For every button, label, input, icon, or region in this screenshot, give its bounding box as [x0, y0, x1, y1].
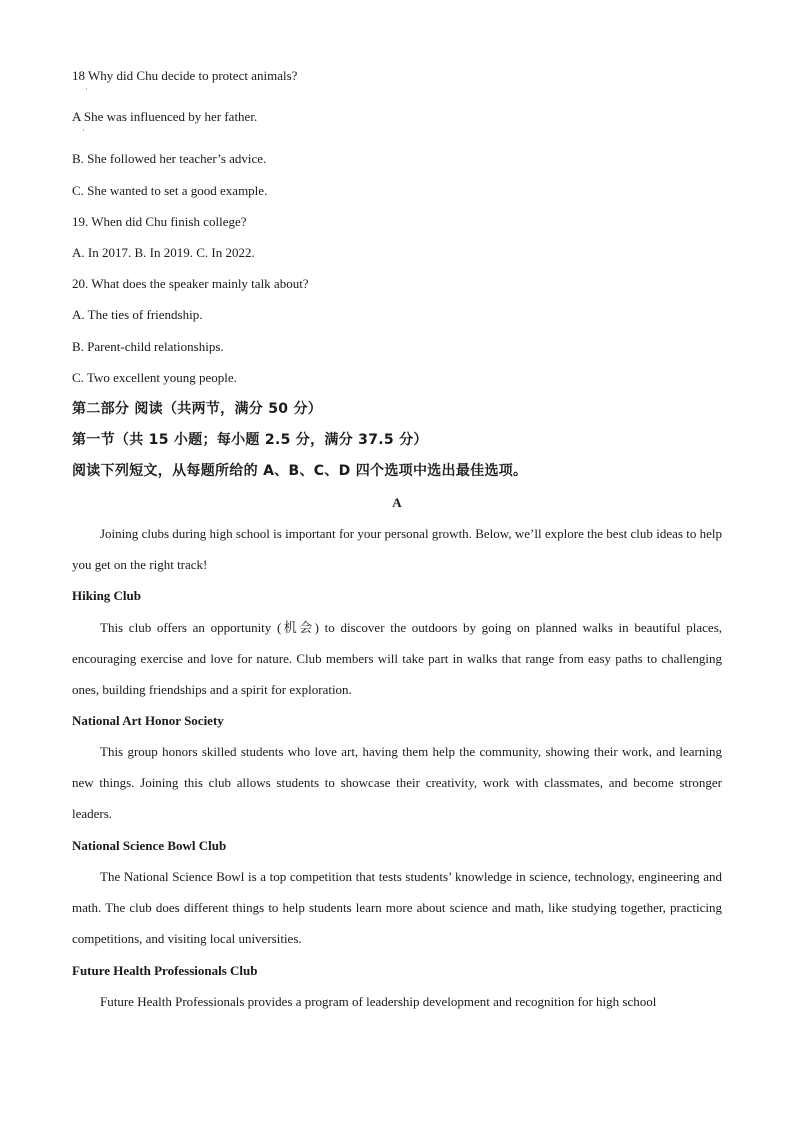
club-description: The National Science Bowl is a top competition that tests students’ knowledge in science, technology, engineering and math. The club does different things to help students learn more about science and math, like studying together, practicing competitions, and visiting local universities.	[72, 869, 722, 946]
club-heading: Hiking Club	[72, 588, 142, 603]
stray-dot: ·	[82, 126, 85, 135]
option-20a: A. The ties of friendship.	[72, 307, 203, 322]
passage-intro: Joining clubs during high school is important for your personal growth. Below, we’ll explore the best club ideas to help you get on the right track!	[72, 526, 722, 572]
stray-dot: ·	[85, 85, 88, 94]
section-instruction: 阅读下列短文，从每题所给的 A、B、C、D 四个选项中选出最佳选项。	[72, 463, 528, 479]
section-subtitle: 第一节（共 15 小题；每小题 2.5 分，满分 37.5 分）	[72, 432, 428, 448]
options-19: A. In 2017. B. In 2019. C. In 2022.	[72, 245, 255, 260]
question-20: 20. What does the speaker mainly talk about?	[72, 276, 309, 291]
club-description: This club offers an opportunity (机会) to discover the outdoors by going on planned walks in beautiful places, encouraging exercise and love for nature. Club members will take part in walks that range from easy paths to challenging ones, building friendships and a spirit for exploration.	[72, 620, 722, 697]
part-title: 第二部分 阅读（共两节，满分 50 分）	[72, 401, 323, 417]
option-20b: B. Parent-child relationships.	[72, 339, 224, 354]
club-heading: National Science Bowl Club	[72, 838, 227, 853]
passage-label: A	[392, 495, 402, 510]
club-description: This group honors skilled students who love art, having them help the community, showing their work, and learning new things. Joining this club allows students to showcase their creativity, work with classmates, and become stronger leaders.	[72, 744, 722, 821]
question-18: 18 Why did Chu decide to protect animals?	[72, 68, 298, 83]
club-heading: National Art Honor Society	[72, 713, 224, 728]
option-20c: C. Two excellent young people.	[72, 370, 237, 385]
option-18c: C. She wanted to set a good example.	[72, 183, 268, 198]
option-18b: B. She followed her teacher’s advice.	[72, 151, 267, 166]
question-19: 19. When did Chu finish college?	[72, 214, 247, 229]
option-18a: A She was influenced by her father.	[72, 109, 258, 124]
club-heading: Future Health Professionals Club	[72, 963, 258, 978]
club-description: Future Health Professionals provides a program of leadership development and recognition for high school	[100, 994, 657, 1009]
